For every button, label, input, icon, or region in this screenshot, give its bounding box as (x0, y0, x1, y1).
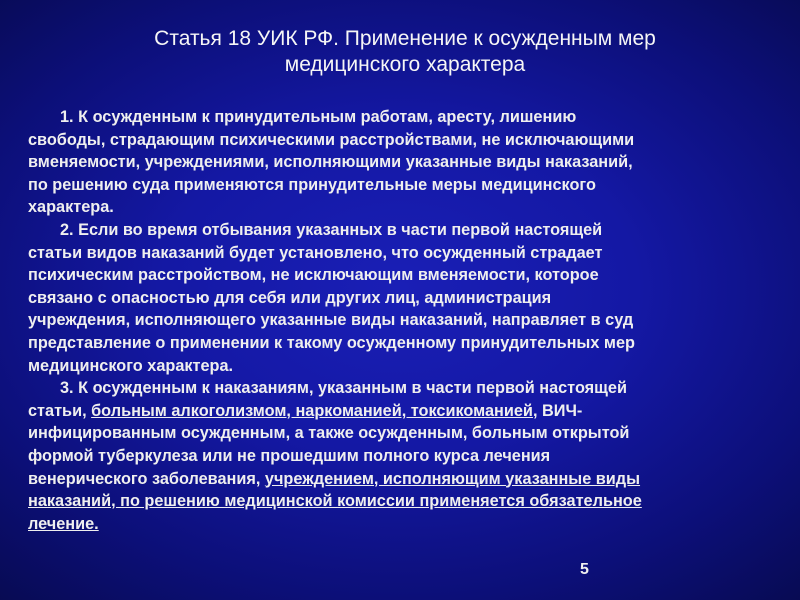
title-line-2: медицинского характера (284, 53, 526, 76)
paragraph-1 (28, 106, 786, 219)
text-segment: венерического заболевания, (28, 469, 265, 488)
text-line: 1. К осужденным к принудительным работам, аресту, лишению (60, 108, 577, 126)
text-segment: , ВИЧ- (532, 401, 583, 420)
text-line: учреждения, исполняющего указанные виды наказаний, направляет в суд (28, 311, 634, 330)
text-segment: статьи, (28, 401, 92, 420)
article-text (28, 106, 786, 535)
text-line: 2. Если во время отбывания указанных в части первой настоящей (60, 220, 603, 239)
text-line: представление о применении к такому осужденному принудительных мер (28, 333, 635, 352)
underlined-line: лечение. (28, 514, 99, 533)
text-line (28, 468, 786, 491)
underlined-phrase: больным алкоголизмом, наркоманией, токсикоманией (91, 401, 533, 420)
page-number: 5 (580, 561, 589, 578)
text-line: 3. К осужденным к наказаниям, указанным в части первой настоящей (60, 379, 627, 398)
paragraph-2 (28, 219, 786, 377)
slide-title (60, 26, 750, 78)
text-line: статьи видов наказаний будет установлено, что осужденный страдает (28, 243, 603, 262)
text-line: характера. (28, 198, 114, 217)
title-line-1: Статья 18 УИК РФ. Применение к осужденным мер (154, 27, 656, 50)
text-line: формой туберкулеза или не прошедшим полного курса лечения (28, 446, 551, 465)
text-line: по решению суда применяются принудительные меры медицинского (28, 175, 596, 194)
text-line: медицинского характера. (28, 356, 234, 375)
text-line: психическим расстройством, не исключающим вменяемости, которое (28, 266, 599, 285)
text-line: инфицированным осужденным, а также осужденным, больным открытой (28, 424, 630, 443)
text-line: связано с опасностью для себя или других лиц, администрация (28, 288, 552, 307)
underlined-line: наказаний, по решению медицинской комиссии применяется обязательное (28, 492, 642, 511)
text-line (28, 400, 786, 423)
paragraph-3 (28, 377, 786, 535)
text-line: свободы, страдающим психическими расстройствами, не исключающими (28, 130, 635, 149)
underlined-phrase: учреждением, исполняющим указанные виды (264, 469, 641, 488)
text-line: вменяемости, учреждениями, исполняющими указанные виды наказаний, (28, 153, 633, 172)
